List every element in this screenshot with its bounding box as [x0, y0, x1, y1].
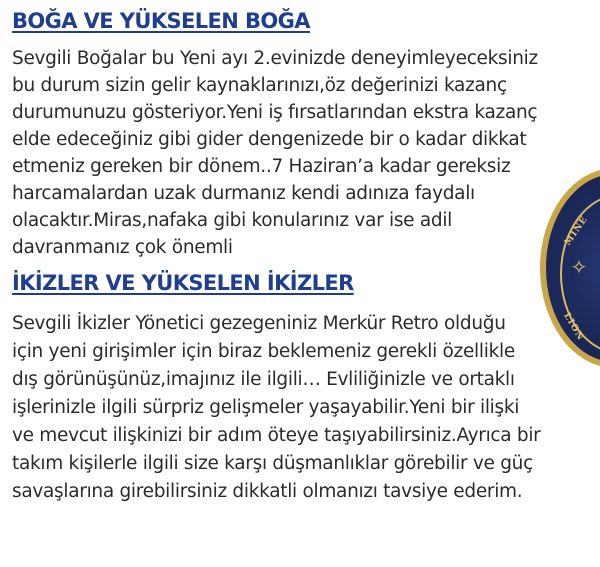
paragraph-line: elde edeceğiniz gibi gider dengenizede bir o kadar dikkat	[12, 129, 527, 150]
paragraph-line: davranmanız çok önemli	[12, 237, 233, 258]
paragraph-line: Sevgili İkizler Yönetici gezegeniniz Merkür Retro olduğu	[12, 313, 506, 334]
paragraph-line: etmeniz gereken bir dönem..7 Haziran’a kadar gereksiz	[12, 156, 511, 177]
paragraph-line: işlerinizle ilgili sürpriz gelişmeler yaşayabilir.Yeni bir ilişki	[12, 397, 520, 418]
paragraph-line: dış görünüşünüz,imajınız ile ilgili… Evliliğinizle ve ortaklı	[12, 369, 515, 390]
paragraph-line: ve mevcut ilişkinizi bir adım öteye taşıyabilirsiniz.Ayrıca bir	[12, 425, 541, 446]
section-heading-ikizler: İKİZLER VE YÜKSELEN İKİZLER	[12, 271, 354, 295]
paragraph-line: Sevgili Boğalar bu Yeni ayı 2.evinizde deneyimleyeceksiniz	[12, 48, 538, 69]
paragraph-line: olacaktır.Miras,nafaka gibi konularınız var ise adil	[12, 210, 452, 231]
seal-text-top: MINE	[562, 214, 591, 248]
paragraph-line: harcamalardan uzak durmanız kendi adınıza faydalı	[12, 183, 475, 204]
paragraph-line: takım kişilerle ilgili size karşı düşmanlıklar görebilir ve güç	[12, 453, 533, 474]
paragraph-line: durumunuzu gösteriyor.Yeni iş fırsatlarından ekstra kazanç	[12, 102, 538, 123]
section-heading-boga: BOĞA VE YÜKSELEN BOĞA	[12, 9, 310, 33]
decorative-seal-emblem	[540, 168, 600, 368]
seal-text-bottom: LION	[561, 311, 586, 343]
paragraph-line: savaşlarına girebilirsiniz dikkatli olmanızı tavsiye ederim.	[12, 481, 523, 502]
star-icon: ✧	[570, 255, 588, 279]
paragraph-line: için yeni girişimler için biraz beklemeniz gerekli özellikle	[12, 341, 515, 362]
paragraph-line: bu durum sizin gelir kaynaklarınızı,öz değerinizi kazanç	[12, 75, 507, 96]
